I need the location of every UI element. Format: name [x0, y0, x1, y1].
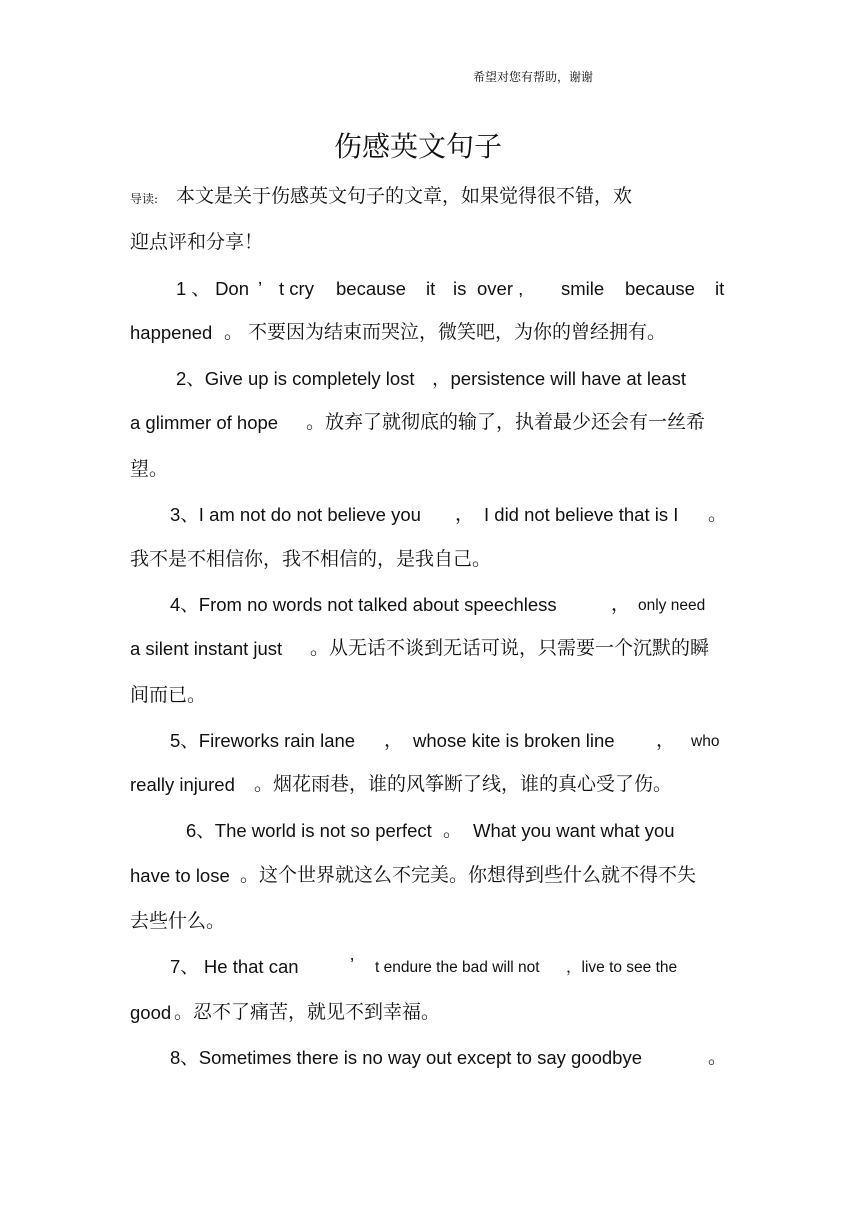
item-1-word: because	[336, 278, 406, 299]
item-8-mark: 。	[708, 1046, 728, 1068]
item-1-word: t cry	[279, 278, 314, 299]
item-4-english: 4、From no words not talked about speechless	[170, 594, 557, 615]
item-2-chinese: 。放弃了就彻底的输了，执着最少还会有一丝希	[306, 411, 706, 433]
item-2-english-cont: ，persistence will have at least	[432, 368, 686, 389]
item-1-word: over ,	[477, 278, 524, 299]
item-1-word: ’	[258, 278, 263, 299]
item-3-english: 3、I am not do not believe you	[170, 504, 421, 525]
item-4-mark: ，	[611, 593, 631, 615]
item-6-english: 6、The world is not so perfect	[186, 820, 432, 841]
item-4-english-2: only need	[638, 597, 706, 614]
item-8-english: 8、Sometimes there is no way out except to say goodbye	[170, 1047, 643, 1068]
item-3-english-2: I did not believe that is I	[484, 504, 679, 525]
item-5-english-3: who	[691, 733, 720, 750]
item-1-mark: 。	[224, 321, 244, 343]
item-5-chinese: 。烟花雨巷，谁的风筝断了线，谁的真心受了伤。	[254, 773, 673, 795]
item-6-english-3: have to lose	[130, 865, 230, 886]
item-1-word: 1 、 Don	[176, 278, 250, 299]
item-5-mark: ，	[384, 729, 404, 751]
document-title: 伤感英文句子	[334, 130, 503, 163]
item-7-english-3: ，live to see the	[566, 959, 678, 976]
item-1-word: it	[715, 278, 725, 299]
item-7-chinese: 。忍不了痛苦，就见不到幸福。	[174, 1001, 441, 1023]
intro-line-1: 本文是关于伤感英文句子的文章，如果觉得很不错，欢	[176, 185, 633, 207]
item-5-english-2: whose kite is broken line	[413, 730, 615, 751]
item-3-chinese: 我不是不相信你，我不相信的，是我自己。	[130, 548, 492, 570]
item-6-mark: 。	[443, 819, 463, 841]
item-1-word: it	[426, 278, 436, 299]
item-1-word: is	[453, 278, 467, 299]
item-7-english-4: good	[130, 1002, 172, 1023]
item-1-word: because	[625, 278, 695, 299]
item-2-english-2: a glimmer of hope	[130, 412, 279, 433]
item-1-english: happened	[130, 322, 213, 343]
item-5-english-4: really injured	[130, 774, 235, 795]
item-6-chinese-2: 去些什么。	[130, 910, 226, 932]
item-4-english-3: a silent instant just	[130, 638, 283, 659]
item-2-english: 2、Give up is completely lost	[176, 368, 415, 389]
item-7-english-2: t endure the bad will not	[375, 959, 540, 976]
item-1-word: smile	[561, 278, 605, 299]
item-3-mark: ，	[455, 503, 475, 525]
intro-line-2: 迎点评和分享！	[130, 231, 264, 253]
item-2-chinese-2: 望。	[130, 458, 169, 480]
item-4-chinese: 。从无话不谈到无话可说，只需要一个沉默的瞬	[310, 637, 710, 659]
item-6-english-2: What you want what you	[473, 820, 675, 841]
item-7-apostrophe: ’	[350, 954, 355, 975]
item-3-mark-end: 。	[708, 503, 728, 525]
intro-label: 导读:	[130, 192, 159, 206]
item-1-chinese: 不要因为结束而哭泣，微笑吧，为你的曾经拥有。	[248, 321, 667, 343]
item-6-chinese: 。这个世界就这么不完美。你想得到些什么就不得不失	[240, 864, 697, 886]
item-4-chinese-2: 间而已。	[130, 684, 207, 706]
item-5-english: 5、Fireworks rain lane	[170, 730, 356, 751]
page-header: 希望对您有帮助，谢谢	[473, 70, 594, 84]
item-7-english: 7、 He that can	[170, 956, 299, 977]
item-5-mark-2: ，	[656, 729, 676, 751]
